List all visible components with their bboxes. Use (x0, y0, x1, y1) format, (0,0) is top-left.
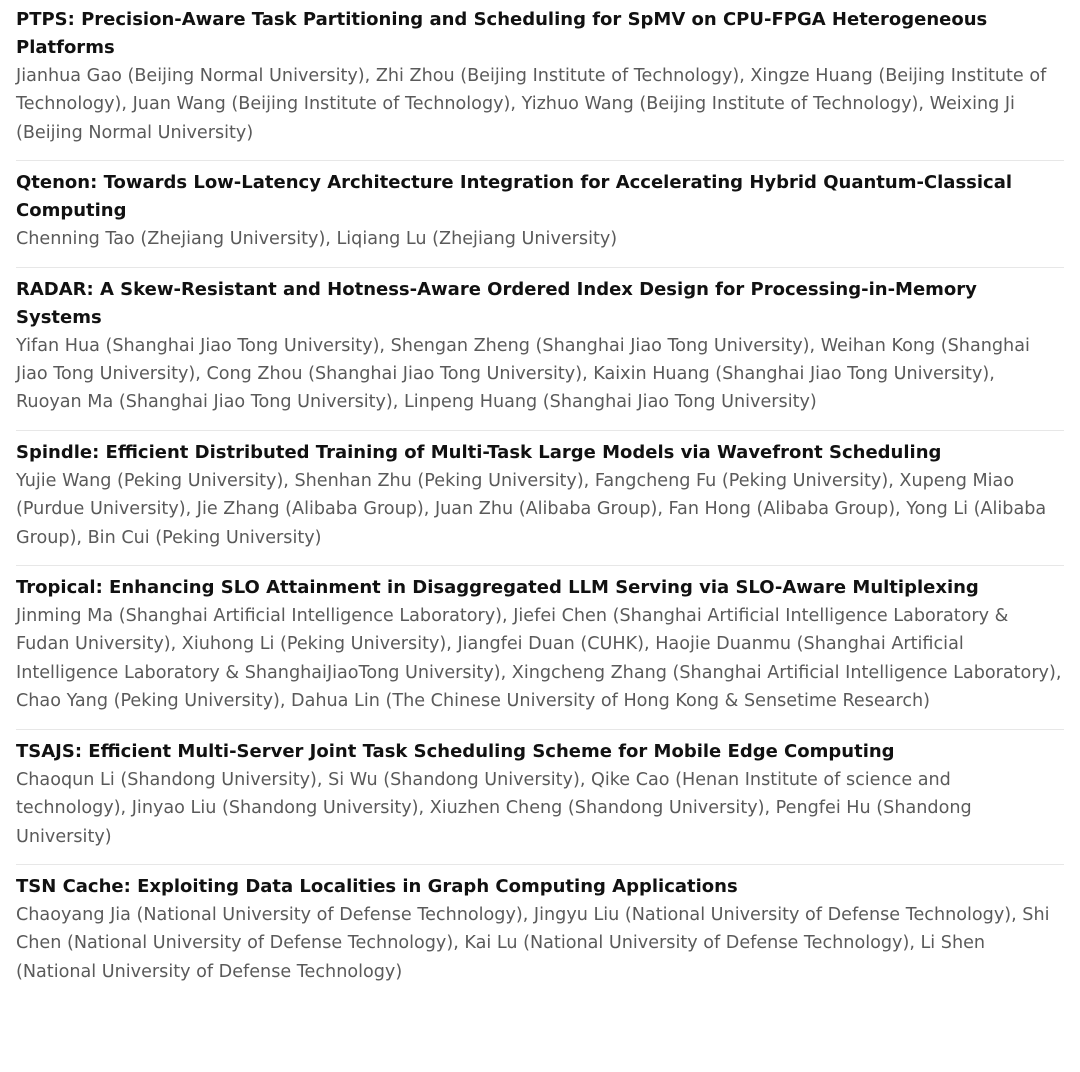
paper-title: TSN Cache: Exploiting Data Localities in Graph Computing Applications (16, 875, 738, 897)
paper-entry (16, 730, 1064, 865)
paper-authors: Yifan Hua (Shanghai Jiao Tong University), Shengan Zheng (Shanghai Jiao Tong University), Weihan Kong (Shanghai Jiao Tong University), Cong Zhou (Shanghai Jiao Tong University), Kaixin Huang (Shanghai Jiao Tong University), Ruoyan Ma (Shanghai Jiao Tong University), Linpeng Huang (Shanghai Jiao Tong University) (16, 335, 1030, 413)
paper-title: TSAJS: Efficient Multi-Server Joint Task Scheduling Scheme for Mobile Edge Computing (16, 740, 895, 762)
paper-entry (16, 431, 1064, 566)
paper-entry (16, 865, 1064, 999)
paper-title: Tropical: Enhancing SLO Attainment in Disaggregated LLM Serving via SLO-Aware Multiplexing (16, 577, 979, 599)
paper-entry (16, 0, 1064, 161)
paper-entry (16, 566, 1064, 730)
paper-entry (16, 268, 1064, 431)
paper-title: Qtenon: Towards Low-Latency Architecture Integration for Accelerating Hybrid Quantum-Classical Computing (16, 172, 1013, 222)
paper-entry (16, 161, 1064, 267)
paper-authors: Chaoqun Li (Shandong University), Si Wu (Shandong University), Qike Cao (Henan Institute of science and technology), Jinyao Liu (Shandong University), Xiuzhen Cheng (Shandong University), Pengfei Hu (Shandong University) (16, 769, 972, 847)
paper-title: Spindle: Efficient Distributed Training of Multi-Task Large Models via Wavefront Scheduling (16, 441, 942, 463)
paper-authors: Jinming Ma (Shanghai Artificial Intelligence Laboratory), Jiefei Chen (Shanghai Artificial Intelligence Laboratory & Fudan University), Xiuhong Li (Peking University), Jiangfei Duan (CUHK), Haojie Duanmu (Shanghai Artificial Intelligence Laboratory & ShanghaiJiaoTong University), Xingcheng Zhang (Shanghai Artificial Intelligence Laboratory), Chao Yang (Peking University), Dahua Lin (The Chinese University of Hong Kong & Sensetime Research) (16, 606, 1062, 712)
paper-title: RADAR: A Skew-Resistant and Hotness-Aware Ordered Index Design for Processing-in-Memory Systems (16, 278, 977, 328)
paper-authors: Chenning Tao (Zhejiang University), Liqiang Lu (Zhejiang University) (16, 229, 618, 250)
paper-authors: Jianhua Gao (Beijing Normal University), Zhi Zhou (Beijing Institute of Technology), Xingze Huang (Beijing Institute of Technology), Juan Wang (Beijing Institute of Technology), Yizhuo Wang (Beijing Institute of Technology), Weixing Ji (Beijing Normal University) (16, 66, 1047, 143)
paper-title: PTPS: Precision-Aware Task Partitioning and Scheduling for SpMV on CPU-FPGA Heterogeneous Platforms (16, 9, 988, 58)
paper-authors: Chaoyang Jia (National University of Defense Technology), Jingyu Liu (National University of Defense Technology), Shi Chen (National University of Defense Technology), Kai Lu (National University of Defense Technology), Li Shen (National University of Defense Technology) (16, 904, 1050, 982)
paper-authors: Yujie Wang (Peking University), Shenhan Zhu (Peking University), Fangcheng Fu (Peking University), Xupeng Miao (Purdue University), Jie Zhang (Alibaba Group), Juan Zhu (Alibaba Group), Fan Hong (Alibaba Group), Yong Li (Alibaba Group), Bin Cui (Peking University) (16, 470, 1047, 548)
